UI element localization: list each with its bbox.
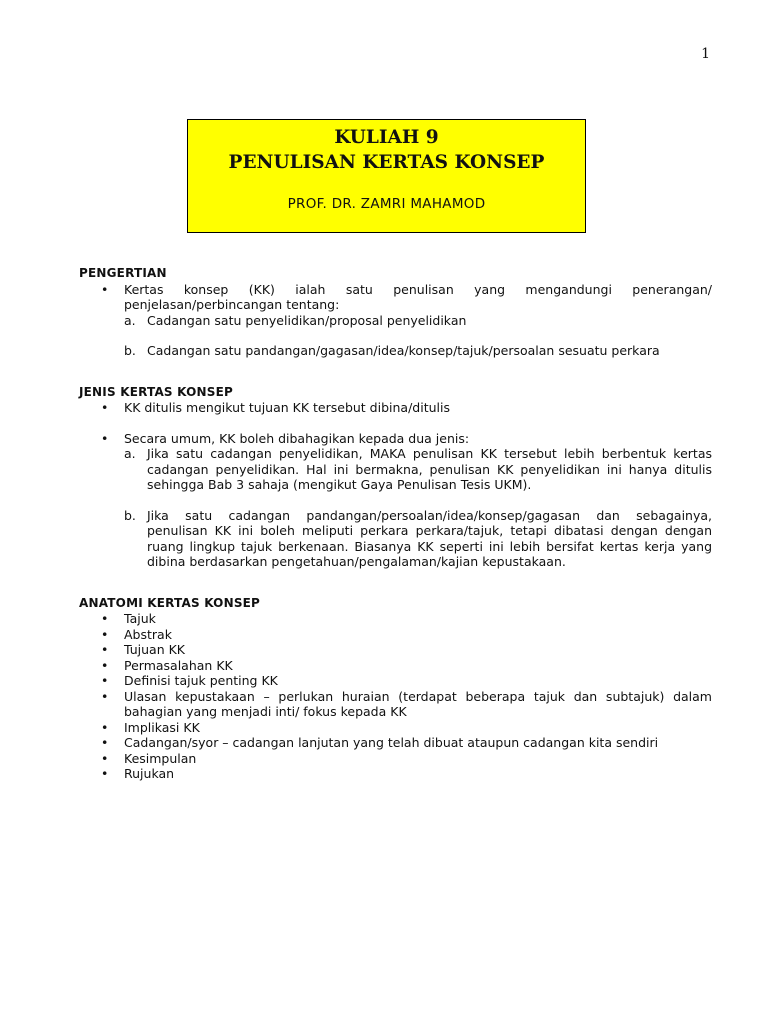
- anatomi-item: • Cadangan/syor – cadangan lanjutan yang telah dibuat ataupun cadangan kita sendiri: [79, 735, 712, 751]
- anatomi-item: • Implikasi KK: [79, 720, 712, 736]
- title-box: [187, 119, 586, 233]
- document-title: PENULISAN KERTAS KONSEP: [228, 152, 545, 173]
- sub-marker: a.: [124, 446, 136, 461]
- author-name: PROF. DR. ZAMRI MAHAMOD: [287, 196, 486, 212]
- heading-anatomi: ANATOMI KERTAS KONSEP: [79, 595, 261, 610]
- sub-item-text: Cadangan satu penyelidikan/proposal penyelidikan: [147, 312, 467, 328]
- heading-pengertian: PENGERTIAN: [79, 266, 167, 280]
- lecture-number: KULIAH 9: [334, 127, 439, 148]
- document-body: [79, 266, 712, 782]
- sub-item: [79, 343, 712, 359]
- jenis-sublist: [79, 446, 712, 570]
- sub-item: [79, 313, 712, 329]
- anatomi-item: • Definisi tajuk penting KK: [79, 673, 712, 689]
- pengertian-sublist: [79, 313, 712, 359]
- sub-marker: a.: [124, 312, 136, 328]
- pengertian-bullets: [79, 282, 712, 313]
- bullet-item: • KK ditulis mengikut tujuan KK tersebut dibina/ditulis: [79, 400, 712, 416]
- jenis-bullets: [79, 400, 712, 446]
- sub-marker: b.: [124, 343, 136, 358]
- anatomi-item: • Rujukan: [79, 766, 712, 782]
- anatomi-bullets: [79, 611, 712, 782]
- anatomi-item: • Abstrak: [79, 627, 712, 643]
- sub-item: [79, 446, 712, 493]
- anatomi-item: • Tajuk: [79, 611, 712, 627]
- heading-jenis: JENIS KERTAS KONSEP: [79, 384, 233, 399]
- anatomi-item: • Permasalahan KK: [79, 658, 712, 674]
- anatomi-item: • Tujuan KK: [79, 642, 712, 658]
- page-number: 1: [701, 46, 710, 62]
- anatomi-item: • Kesimpulan: [79, 751, 712, 767]
- bullet-item: • Secara umum, KK boleh dibahagikan kepada dua jenis:: [79, 431, 712, 447]
- bullet-item: • Kertas konsep (KK) ialah satu penulisan yang mengandungi penerangan/ penjelasan/perbincangan tentang:: [79, 282, 712, 313]
- sub-marker: b.: [124, 507, 136, 523]
- sub-item: [79, 508, 712, 570]
- sub-item-text: Cadangan satu pandangan/gagasan/idea/konsep/tajuk/persoalan sesuatu perkara: [147, 343, 660, 358]
- sub-item-text: Jika satu cadangan penyelidikan, MAKA penulisan KK tersebut lebih berbentuk kertas cadangan penyelidikan. Hal ini bermakna, penulisan KK penyelidikan ini hanya ditulis sehingga Bab 3 sahaja (mengikut Gaya Penulisan Tesis UKM).: [147, 446, 712, 492]
- anatomi-item: • Ulasan kepustakaan – perlukan huraian (terdapat beberapa tajuk dan subtajuk) dalam bahagian yang menjadi inti/ fokus kepada KK: [79, 689, 712, 720]
- sub-item-text: Jika satu cadangan pandangan/persoalan/idea/konsep/gagasan dan sebagainya, penulisan KK ini boleh meliputi perkara perkara/tajuk, tetapi dibatasi dengan dengan ruang lingkup tajuk berkenaan. Biasanya KK seperti ini lebih bersifat kertas kerja yang dibina berdasarkan pengetahuan/pengalaman/kajian kepustakaan.: [147, 507, 712, 569]
